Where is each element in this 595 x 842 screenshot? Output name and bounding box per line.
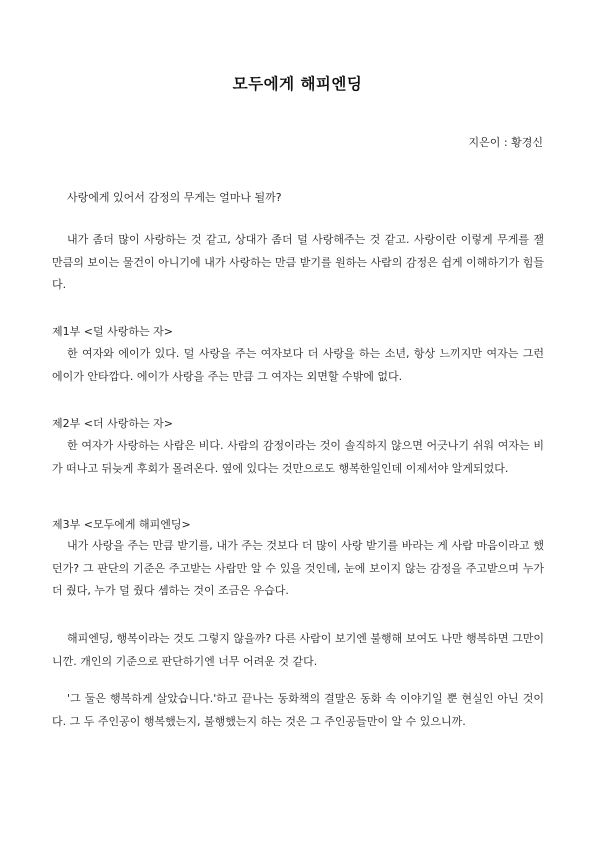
document-title: 모두에게 해피엔딩 <box>232 75 363 93</box>
closing-paragraph-1: 해피엔딩, 행복이라는 것도 그렇지 않을까? 다른 사람이 보기엔 불행해 보여도 나만 행복하면 그만이니깐. 개인의 기준으로 판단하기엔 너무 어려운 것 같다. <box>52 632 544 668</box>
part2-body: 한 여자가 사랑하는 사람은 비다. 사람의 감정이라는 것이 솔직하지 않으면 어긋나기 쉬워 여자는 비가 떠나고 뒤늦게 후회가 몰려온다. 옆에 있다는 것만으로도 행복한일인데 이제서야 알게되었다. <box>52 439 544 475</box>
part3-body: 내가 사랑을 주는 만큼 받기를, 내가 주는 것보다 더 많이 사랑 받기를 바라는 게 사람 마음이라고 했던가? 그 판단의 기준은 주고받는 사람만 알 수 있을 것인데, 눈에 보이지 않는 감정을 주고받으며 누가 더 줬다, 누가 덜 줬다 셈하는 것이 조금은 우습다. <box>52 539 544 597</box>
part2-heading: 제2부 <더 사랑하는 자> <box>52 417 173 430</box>
part3-heading: 제3부 <모두에게 해피엔딩> <box>52 518 191 531</box>
opening-question: 사랑에게 있어서 감정의 무게는 얼마나 될까? <box>67 191 282 204</box>
part1-heading: 제1부 <덜 사랑하는 자> <box>52 325 173 338</box>
intro-paragraph: 내가 좀더 많이 사랑하는 것 같고, 상대가 좀더 덜 사랑해주는 것 같고. 사랑이란 이렇게 무게를 잴 만큼의 보이는 물건이 아니기에 내가 사랑하는 만큼 받기를 원하는 사람의 감정은 쉽게 이해하기가 힘들다. <box>52 233 544 291</box>
closing-paragraph-2: '그 둘은 행복하게 살았습니다.'하고 끝나는 동화책의 결말은 동화 속 이야기일 뿐 현실인 아닌 것이다. 그 두 주인공이 행복했는지, 불행했는지 하는 것은 그 주인공들만이 알 수 있으니까. <box>52 692 544 728</box>
part1-body: 한 여자와 에이가 있다. 덜 사랑을 주는 여자보다 더 사랑을 하는 소년, 항상 느끼지만 여자는 그런 에이가 안타깝다. 에이가 사랑을 주는 만큼 그 여자는 외면할 수밖에 없다. <box>52 347 544 383</box>
author-line: 지은이 : 황경신 <box>468 136 543 149</box>
